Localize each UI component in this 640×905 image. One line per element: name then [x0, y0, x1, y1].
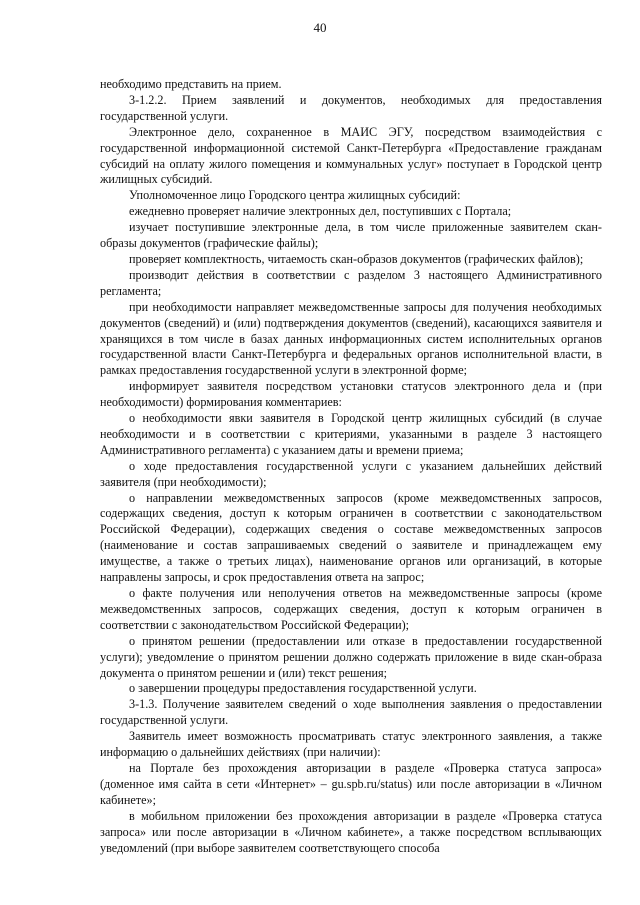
list-item: информирует заявителя посредством установки статусов электронного дела и (при необходимости) формирования комментариев: [100, 379, 602, 410]
page-number: 40 [313, 20, 327, 35]
paragraph: Заявитель имеет возможность просматривать статус электронного заявления, а также информацию о дальнейших действиях (при наличии): [100, 729, 602, 760]
list-item: производит действия в соответствии с разделом 3 настоящего Административного регламента; [100, 267, 602, 298]
sub-list-item: о направлении межведомственных запросов (кроме межведомственных запросов, содержащих сведения, доступ к которым ограничен в соответствии с законодательством Российской Федерации), содержащих сведения о составе межведомственных запросов (наименование и состав запрашиваемых сведений о заявителе и принадлежащем ему имуществе, а также о третьих лицах), наименование органов или организаций, в которые направлены запросы, и срок предоставления ответа на запрос; [100, 490, 602, 585]
sub-list-item: о ходе предоставления государственной услуги с указанием дальнейших действий заявителя (при необходимости); [100, 458, 602, 489]
sub-list-item: о принятом решении (предоставлении или отказе в предоставлении государственной услуги); уведомление о принятом решении должно содержать приложение в виде скан-образа документа о принятом решении и (или) текст решения; [100, 633, 602, 680]
sub-list-item: о завершении процедуры предоставления государственной услуги. [129, 681, 477, 696]
list-item: изучает поступившие электронные дела, в том числе приложенные заявителем скан-образы документов (графические файлы); [100, 220, 602, 251]
paragraph: Электронное дело, сохраненное в МАИС ЭГУ, посредством взаимодействия с государственной информационной системой Санкт-Петербурга «Предоставление гражданам субсидий на оплату жилого помещения и коммунальных услуг» поступает в Городской центр жилищных субсидий. [100, 124, 602, 187]
list-item: на Портале без прохождения авторизации в разделе «Проверка статуса запроса» (доменное имя сайта в сети «Интернет» – gu.spb.ru/status) или после авторизации в «Личном кабинете»; [100, 760, 602, 807]
sub-list-item: о факте получения или неполучения ответов на межведомственные запросы (кроме межведомственных запросов, содержащих сведения, доступ к которым ограничен в соответствии с законодательством Российской Федерации); [100, 586, 602, 632]
list-item: в мобильном приложении без прохождения авторизации в разделе «Проверка статуса запроса» или после авторизации в «Личном кабинете», а также посредством всплывающих уведомлений (при выборе заявителем соответствующего способа [100, 808, 602, 855]
list-item: при необходимости направляет межведомственные запросы для получения необходимых документов (сведений) и (или) подтверждения документов (сведений), касающихся заявителя и хранящихся в том числе в базах данных информационных систем исполнительных органов государственной власти Санкт-Петербурга и федеральных органов исполнительной власти, в рамках предоставления государственной услуги в электронной форме; [100, 299, 602, 378]
section-heading-3-1-2-2: 3-1.2.2. Прием заявлений и документов, необходимых для предоставления государственной услуги. [100, 92, 602, 123]
list-item: ежедневно проверяет наличие электронных дел, поступивших с Портала; [129, 204, 512, 219]
paragraph: Уполномоченное лицо Городского центра жилищных субсидий: [129, 188, 461, 203]
paragraph: необходимо представить на прием. [100, 77, 282, 91]
list-item: проверяет комплектность, читаемость скан-образов документов (графических файлов); [129, 251, 584, 266]
section-heading-3-1-3: 3-1.3. Получение заявителем сведений о ходе выполнения заявления о предоставлении государственной услуги. [100, 697, 602, 728]
sub-list-item: о необходимости явки заявителя в Городской центр жилищных субсидий (в случае необходимости и в соответствии с критериями, указанными в разделе 3 настоящего Административного регламента) с указанием даты и времени приема; [100, 411, 602, 457]
document-body [100, 77, 602, 856]
